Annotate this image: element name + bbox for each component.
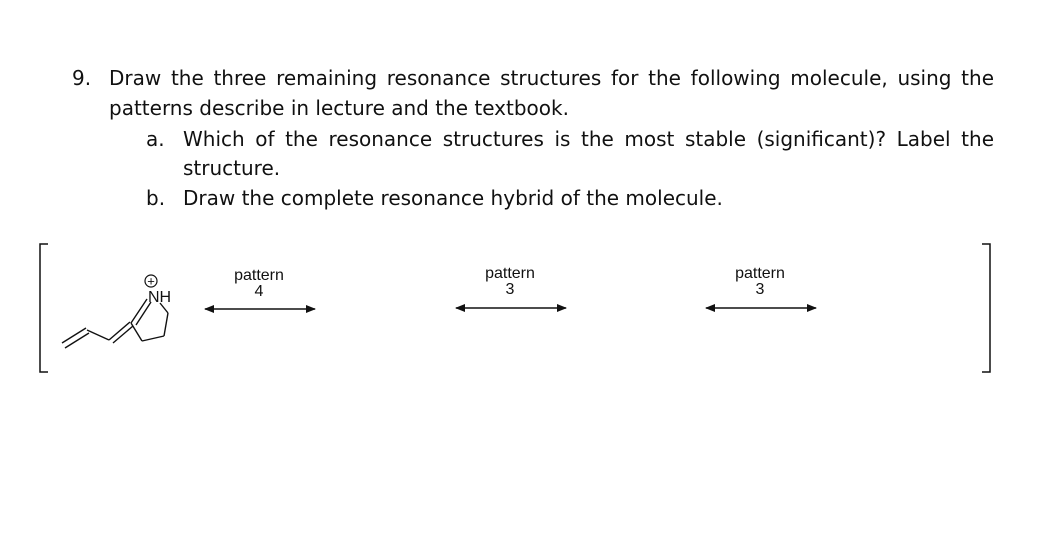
- question-line-1-word: resonance: [386, 66, 491, 90]
- question-line-1-word: using: [897, 66, 952, 90]
- part-b-text: Draw the complete resonance hybrid of the molecule.: [183, 186, 723, 210]
- part-a-line-1-word: most: [624, 127, 675, 151]
- question-line-1-word: three: [213, 66, 267, 90]
- arrow-3-label: [720, 266, 800, 298]
- positive-charge-sign: +: [147, 273, 155, 289]
- nh-atom-label: NH: [148, 289, 172, 306]
- arrow-3-label-text: pattern: [735, 265, 785, 282]
- right-bracket: [982, 244, 990, 372]
- part-a-line-1-word: the: [285, 127, 318, 151]
- part-a-line-1-word: of: [255, 127, 275, 151]
- part-a-line-1-word: is: [554, 127, 571, 151]
- part-a-line-1-word: the: [581, 127, 614, 151]
- question-line-1-word: the: [961, 66, 994, 90]
- arrow-2-label: [470, 266, 550, 298]
- question-line-1-word: for: [610, 66, 639, 90]
- left-bracket: [40, 244, 48, 372]
- question-line-1-word: Draw: [109, 66, 162, 90]
- molecule-structure: [62, 299, 168, 348]
- arrow-1-label-number: 4: [254, 283, 264, 300]
- question-number: 9.: [72, 66, 92, 90]
- arrow-1-label: [219, 268, 299, 300]
- arrow-1-label-text: pattern: [234, 267, 284, 284]
- part-a-marker: a.: [146, 127, 165, 151]
- part-a-line-1-word: Label: [896, 127, 951, 151]
- question-line-1-word: molecule,: [790, 66, 888, 90]
- part-b-marker: b.: [146, 186, 166, 210]
- part-a-line-1-word: stable: [684, 127, 747, 151]
- part-a-line-1-word: structures: [442, 127, 544, 151]
- question-line-1-word: structures: [500, 66, 602, 90]
- part-a-line-1-word: Which: [183, 127, 245, 151]
- part-a-line-2: structure.: [183, 156, 281, 180]
- part-a-line-1-word: the: [961, 127, 994, 151]
- question-line-2: patterns describe in lecture and the textbook.: [109, 96, 569, 120]
- part-a-line-1-word: (significant)?: [756, 127, 887, 151]
- question-line-1-word: remaining: [276, 66, 378, 90]
- question-line-1-word: the: [170, 66, 204, 90]
- question-line-1-word: following: [690, 66, 781, 90]
- arrow-3-label-number: 3: [755, 281, 765, 298]
- question-line-1-word: the: [648, 66, 681, 90]
- arrow-2-label-number: 3: [505, 281, 515, 298]
- arrow-2-label-text: pattern: [485, 265, 535, 282]
- part-a-line-1-word: resonance: [328, 127, 433, 151]
